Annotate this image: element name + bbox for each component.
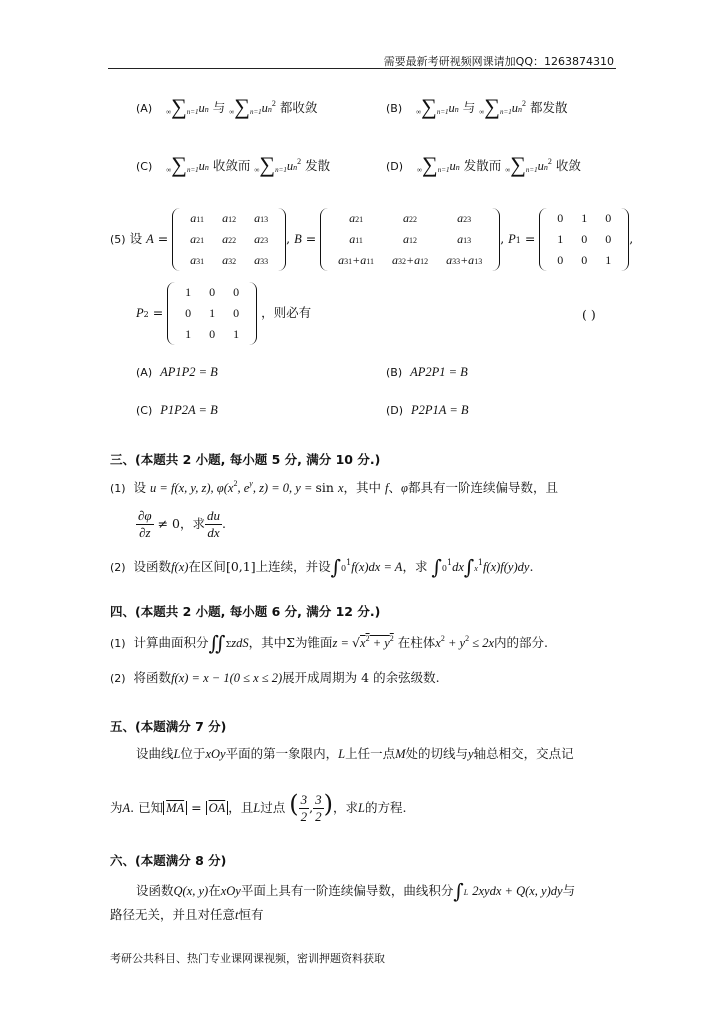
section3-q1-cont: $\frac{\partial\varphi}{\partial z}$ ≠ 0，求 $\frac{du}{dx}$ . [138,508,226,540]
section3-title: 三、(本题共 2 小题, 每小题 5 分, 满分 10 分.) [110,452,381,467]
section5-line2: 为A. 已知 $\overline{MA} = \overline{OA}$ ，且L过点 ( $\frac{3}{2}$ , $\frac{3}{2}$ )，求L的方程. [110,790,407,824]
q4-option-b: (B) ∞∑n=1un 与 $\infty\sum n=1un^2$ 都发散 [386,93,568,119]
section5-line1: 设曲线L位于xOy平面的第一象限内，L上任一点M处的切线与y轴总相交，交点记 [136,746,574,761]
section4-q2: (2) 将函数f(x) = x − 1(0 ≤ x ≤ 2)展开成周期为 4 的余弦级数. [110,670,440,685]
section3-q1: (1) 设 u = f(x, y, z), $\varphi(x^2$, $e^y$, z) = 0, y = sin x，其中 f、φ都具有一阶连续偏导数，且 [110,479,558,495]
section6-line1: 设函数Q(x, y)在xOy平面上具有一阶连续偏导数，曲线积分∫L 2xydx + Q(x, y)dy与 [136,879,576,903]
section3-q2: (2) 设函数f(x)在区间[0,1]上连续，并设$\int 0^1f(x)dx = A$，求 $\int 0^1dx\int x^1f(x)f(y)dy$. [110,555,534,579]
section6-line2: 路径无关，并且对任意t恒有 [110,907,264,922]
q5-option-d: (D) P2P1A = B [386,403,469,417]
footer-text: 考研公共科目、热门专业课网课视频，密训押题资料获取 [110,952,385,965]
matrix-a: a11 a12 a13 a21 a22 a23 a31 a32 a33 [172,208,286,271]
section5-title: 五、(本题满分 7 分) [110,719,227,734]
q4-option-a: (A) ∞∑n=1un 与 $\infty\sum n=1un^2$ 都收敛 [136,93,318,119]
q5-p2: P2 = 1 0 0 0 1 0 1 0 1 ，则必有 [136,282,311,345]
q5-answer-paren: ( ) [582,307,596,322]
matrix-p2: 1 0 0 0 1 0 1 0 1 [167,282,257,345]
section4-title: 四、(本题共 2 小题, 每小题 6 分, 满分 12 分.) [110,604,381,619]
q4-option-d: (D) ∞∑n=1un 发散而 $\infty\sum n=1un^2$ 收敛 [386,151,581,177]
q4-option-c: (C) ∞∑n=1un 收敛而 $\infty\sum n=1un^2$ 发散 [136,151,331,177]
q5-option-a: (A) AP1P2 = B [136,365,218,379]
matrix-p1: 0 1 0 1 0 0 0 0 1 [539,208,629,271]
section6-title: 六、(本题满分 8 分) [110,853,227,868]
matrix-b: a21 a22 a23 a11 a12 a13 a31+a11 a32+a12 a33+a13 [320,208,500,271]
q5-option-c: (C) P1P2A = B [136,403,218,417]
header-contact: 需要最新考研视频网课请加QQ：1263874310 [383,55,614,68]
header-rule [108,68,616,69]
q5-matrices: (5) 设 A = a11 a12 a13 a21 a22 a23 a31 a32 a33 , B = a21 a22 a23 a11 a12 a13 a31+a11 a32+a12 a33+a13 , P1 = 0 1 0 1 0 0 0 0 1 , [110,208,633,271]
section4-q1: (1) 计算曲面积分∬ΣzdS，其中Σ为锥面$z = √x^2 + y^2$ 在柱体$x^2 + y^2 \le 2x$内的部分. [110,631,548,655]
q5-option-b: (B) AP2P1 = B [386,365,468,379]
